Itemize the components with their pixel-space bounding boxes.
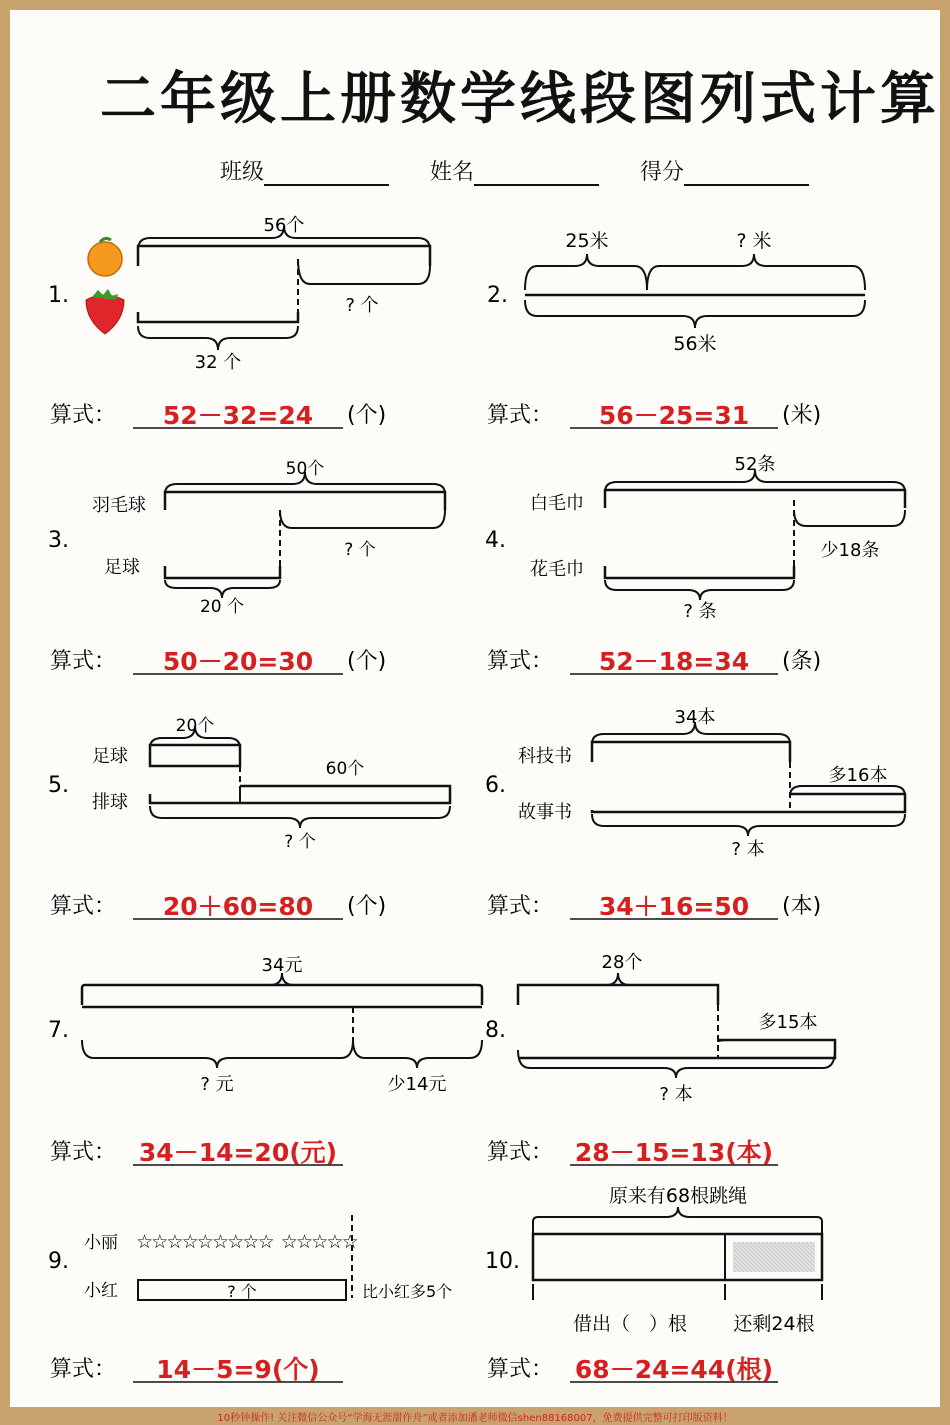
problem-8-diagram <box>485 952 835 1105</box>
name-label: 姓名 <box>430 160 475 185</box>
problem-3-diagram <box>48 459 445 617</box>
remaining-shading <box>733 1242 815 1272</box>
star-icon: ☆ <box>212 1231 230 1253</box>
formula-label: 算式： <box>487 1357 554 1382</box>
problem-3-row2-label: 足球 <box>104 557 140 578</box>
problem-4-number: 4. <box>485 528 506 553</box>
unit-label: (条) <box>782 649 822 674</box>
problem-2-total: 56米 <box>673 333 717 355</box>
problem-7-total: 34元 <box>261 955 303 976</box>
bottom-ticks <box>533 1284 822 1300</box>
problem-2-part-a: 25米 <box>565 230 609 252</box>
star-icon: ☆ <box>242 1231 260 1253</box>
ask-brace <box>150 806 450 828</box>
diff-brace <box>353 1040 482 1068</box>
problem-2-part-b: ? 米 <box>736 230 772 252</box>
problem-9-row1-label: 小丽 <box>84 1233 118 1253</box>
bottom-bar <box>518 1040 835 1058</box>
problem-3-rest: ? 个 <box>344 540 376 560</box>
problem-6-ask: ? 本 <box>731 839 765 860</box>
problem-7-diagram <box>48 955 482 1095</box>
unit-label: (本) <box>782 894 822 919</box>
star-icon: ☆ <box>280 1231 298 1253</box>
ask-brace <box>592 814 905 836</box>
problem-6-diff: 多16本 <box>828 765 888 786</box>
problem-6-row1-label: 科技书 <box>518 746 572 767</box>
top-bar <box>518 985 718 1005</box>
problem-7-number: 7. <box>48 1018 69 1043</box>
answer-5[interactable]: 20＋60=80 <box>162 892 314 921</box>
formula-label: 算式： <box>50 1357 117 1382</box>
problem-4-row2-label: 花毛巾 <box>530 559 584 580</box>
rest-brace <box>298 259 430 284</box>
formula-label: 算式： <box>487 1140 554 1165</box>
problem-10-number: 10. <box>485 1249 520 1274</box>
part-brace <box>138 326 298 350</box>
problem-10-left: 还剩24根 <box>733 1313 815 1335</box>
unit-label: (米) <box>782 403 822 428</box>
problem-4-row1-label: 白毛巾 <box>530 493 584 514</box>
orange-icon <box>88 238 122 276</box>
formula-label: 算式： <box>487 403 554 428</box>
ask-brace <box>518 1050 835 1078</box>
part-bar <box>165 566 280 578</box>
problem-3-number: 3. <box>48 528 69 553</box>
problem-2-number: 2. <box>487 283 508 308</box>
problem-1-part-label: 32 个 <box>194 352 242 373</box>
problem-1-diagram <box>48 215 430 373</box>
problem-7-diff: 少14元 <box>387 1074 447 1095</box>
problem-1-rest-label: ? 个 <box>345 295 379 316</box>
problem-3-row1-label: 羽毛球 <box>92 495 146 516</box>
unit-label: (个) <box>347 403 387 428</box>
formula-label: 算式： <box>50 894 117 919</box>
problem-7-ask: ? 元 <box>200 1074 234 1095</box>
problem-8-top: 28个 <box>601 952 643 973</box>
total-bar <box>165 492 445 510</box>
strawberry-icon <box>86 289 124 334</box>
problem-10-lent: 借出（ ）根 <box>572 1313 688 1335</box>
volleyball-bar <box>150 786 450 803</box>
star-icon: ☆ <box>166 1231 184 1253</box>
problem-9-row2-label: 小红 <box>84 1281 118 1301</box>
total-brace <box>82 985 482 1005</box>
footer-note: 10秒钟操作! 关注微信公众号“学海无涯甜作舟”或者添加潘老师微信shen88168007，免费提供完整可打印版资料！ <box>217 1413 733 1424</box>
bottom-bar <box>605 566 794 578</box>
football-bar <box>150 745 240 766</box>
star-icon: ☆ <box>136 1231 154 1253</box>
score-label: 得分 <box>640 160 685 185</box>
problem-8-number: 8. <box>485 1018 506 1043</box>
problem-10-top: 原来有68根跳绳 <box>608 1185 748 1207</box>
star-icon: ☆ <box>151 1231 169 1253</box>
problem-9-ask: ? 个 <box>227 1282 257 1301</box>
diff-bracket <box>718 1040 730 1042</box>
star-icon: ☆ <box>311 1231 329 1253</box>
diff-brace <box>794 510 905 526</box>
answer-7[interactable]: 34－14=20(元) <box>138 1138 338 1167</box>
problem-3-part: 20 个 <box>199 597 245 617</box>
ask-brace <box>82 1040 353 1068</box>
problem-4-diff: 少18条 <box>820 540 880 561</box>
problem-5-diagram <box>48 716 450 852</box>
answer-3[interactable]: 50－20=30 <box>162 647 314 676</box>
problem-1-number: 1. <box>48 283 69 308</box>
total-bar <box>138 246 430 266</box>
unit-label: (个) <box>347 894 387 919</box>
formula-label: 算式： <box>50 1140 117 1165</box>
unit-label: (个) <box>347 649 387 674</box>
top-bar <box>605 490 905 508</box>
rest-brace <box>280 510 445 528</box>
problem-8-ask: ? 本 <box>659 1084 693 1105</box>
class-label: 班级 <box>220 160 265 185</box>
brace-b <box>647 254 865 290</box>
star-icon: ☆ <box>296 1231 314 1253</box>
answer-4[interactable]: 52－18=34 <box>598 647 750 676</box>
problem-1-total-label: 56个 <box>263 215 305 236</box>
star-icon: ☆ <box>341 1231 359 1253</box>
problem-4-diagram <box>485 454 905 622</box>
problem-5-ask: ? 个 <box>284 832 316 852</box>
problem-9-number: 9. <box>48 1249 69 1274</box>
page-title: 二年级上册数学线段图列式计算 <box>100 67 940 132</box>
problem-5-row1-label: 足球 <box>92 746 128 767</box>
formula-label: 算式： <box>487 894 554 919</box>
answer-2[interactable]: 56－25=31 <box>598 401 750 430</box>
brace-a <box>525 254 647 290</box>
problem-6-top: 34本 <box>674 707 716 728</box>
problem-2-diagram <box>487 230 865 355</box>
ask-brace <box>605 580 794 600</box>
problem-5-number: 5. <box>48 773 69 798</box>
answer-9[interactable]: 14－5=9(个) <box>156 1355 320 1384</box>
formula-label: 算式： <box>50 403 117 428</box>
problem-9-diff: 比小红多5个 <box>362 1282 453 1301</box>
answer-1[interactable]: 52－32=24 <box>162 401 314 430</box>
problem-5-part-a: 20个 <box>175 716 215 736</box>
problem-8-diff: 多15本 <box>758 1012 818 1033</box>
problem-4-ask: ? 条 <box>683 601 717 622</box>
answer-10[interactable]: 68－24=44(根) <box>574 1355 774 1384</box>
total-brace <box>533 1207 822 1233</box>
star-icon: ☆ <box>227 1231 245 1253</box>
star-row <box>136 1231 359 1253</box>
part-bar <box>138 312 298 322</box>
problem-6-diagram <box>485 707 905 860</box>
formula-label: 算式： <box>50 649 117 674</box>
problem-6-row2-label: 故事书 <box>518 802 572 823</box>
total-brace <box>525 300 865 328</box>
problem-6-number: 6. <box>485 773 506 798</box>
formula-label: 算式： <box>487 649 554 674</box>
star-icon: ☆ <box>326 1231 344 1253</box>
brace-tip <box>606 973 630 985</box>
part-brace <box>165 580 280 598</box>
problem-5-row2-label: 排球 <box>92 792 128 813</box>
answer-8[interactable]: 28－15=13(本) <box>574 1138 774 1167</box>
problem-5-part-b: 60个 <box>325 759 365 779</box>
problem-3-total: 50个 <box>285 459 325 479</box>
answer-6[interactable]: 34＋16=50 <box>598 892 750 921</box>
problem-10-diagram <box>485 1185 822 1335</box>
star-icon: ☆ <box>196 1231 214 1253</box>
star-icon: ☆ <box>257 1231 275 1253</box>
star-icon: ☆ <box>181 1231 199 1253</box>
top-bar <box>592 742 790 762</box>
problem-4-total: 52条 <box>734 454 776 475</box>
bottom-bar <box>592 794 905 812</box>
problem-9-diagram <box>48 1215 452 1301</box>
